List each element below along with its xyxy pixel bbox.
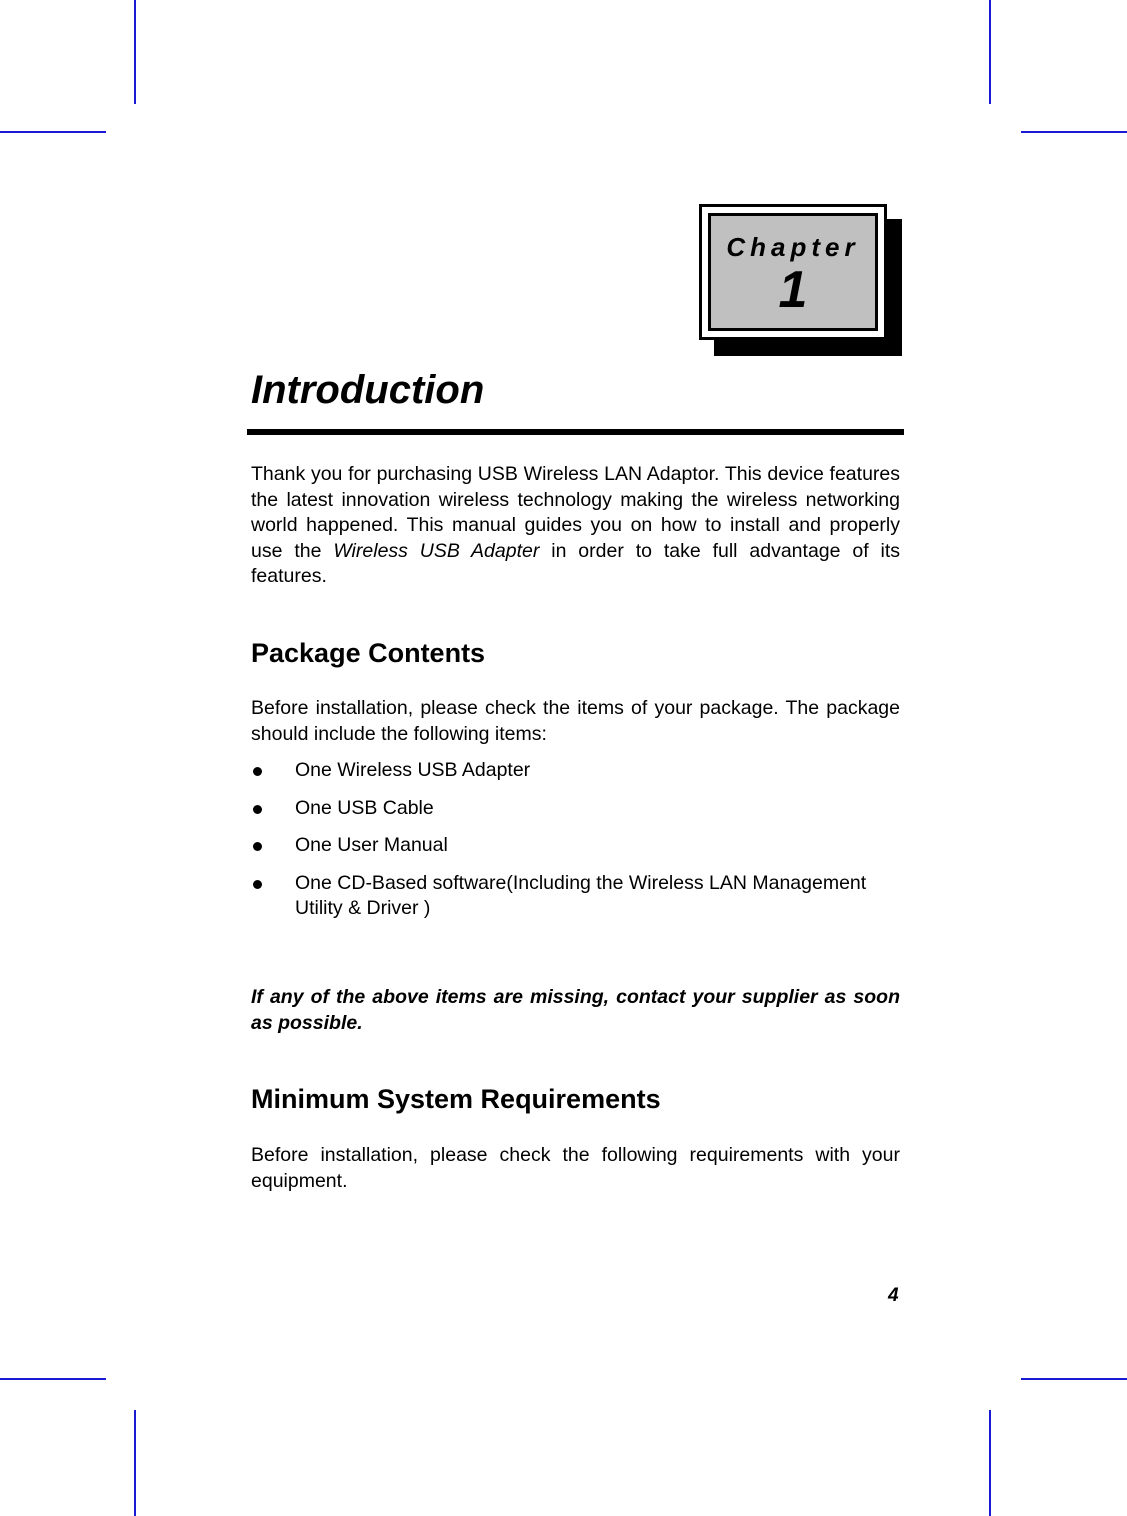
crop-mark-top-right-vertical: [989, 0, 991, 104]
list-item-text: One Wireless USB Adapter: [295, 759, 531, 781]
page-title: Introduction: [251, 368, 485, 412]
requirements-heading: Minimum System Requirements: [251, 1084, 661, 1114]
package-contents-list: [251, 758, 900, 934]
bullet-icon: [253, 880, 262, 889]
list-item: [251, 871, 900, 922]
crop-mark-top-left-vertical: [134, 0, 136, 104]
list-item-text: One CD-Based software(Including the Wireless LAN Management Utility & Driver ): [295, 871, 867, 919]
intro-paragraph: [251, 462, 900, 590]
missing-items-note: If any of the above items are missing, contact your supplier as soon as possible.: [251, 986, 900, 1034]
bullet-icon: [253, 842, 262, 851]
title-rule: [247, 429, 904, 435]
intro-product-name: Wireless USB Adapter: [333, 539, 540, 562]
bullet-icon: [253, 805, 262, 814]
crop-mark-bottom-right-vertical: [989, 1410, 991, 1516]
list-item: [251, 758, 900, 784]
list-item: [251, 833, 900, 859]
bullet-icon: [253, 767, 262, 776]
intro-text-before: Thank you for purchasing USB Wireless LAN Adaptor. This device features the latest innovation wireless technology making the wireless networking world happened. This manual guides you on how to install and properly use the: [251, 463, 900, 562]
page-number: 4: [888, 1285, 899, 1306]
list-item-text: One User Manual: [295, 834, 448, 856]
crop-mark-bottom-left-vertical: [134, 1410, 136, 1516]
crop-mark-top-right-horizontal: [1021, 131, 1127, 133]
crop-mark-bottom-right-horizontal: [1021, 1378, 1127, 1380]
package-contents-heading: Package Contents: [251, 638, 486, 668]
list-item: [251, 796, 900, 822]
crop-mark-top-left-horizontal: [0, 131, 106, 133]
intro-text-after: in order to take full advantage of its features.: [251, 539, 901, 587]
chapter-box: [699, 204, 887, 340]
crop-mark-bottom-left-horizontal: [0, 1378, 106, 1380]
chapter-label: Chapter: [726, 232, 860, 262]
requirements-text: Before installation, please check the following requirements with your equipment.: [251, 1144, 900, 1192]
package-contents-text: Before installation, please check the items of your package. The package should include the following items:: [251, 697, 900, 745]
list-item-text: One USB Cable: [295, 796, 434, 819]
chapter-number: 1: [778, 261, 808, 319]
chapter-box-inner: [708, 213, 878, 331]
